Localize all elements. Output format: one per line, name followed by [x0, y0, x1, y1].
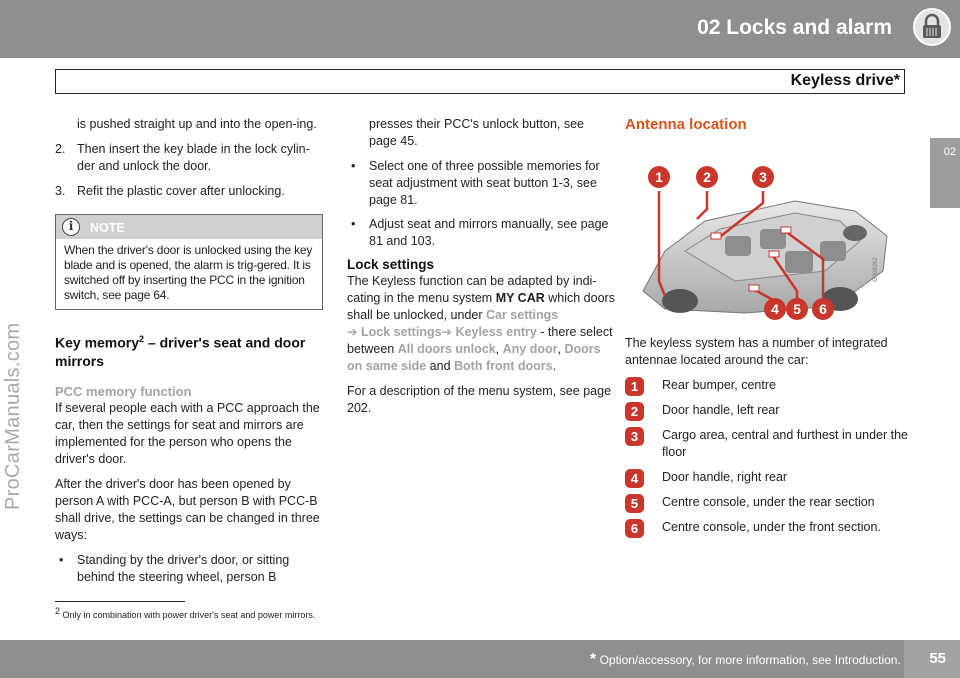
number-badge: 6 — [625, 519, 644, 538]
menu-car-settings: Car settings — [485, 308, 559, 322]
antenna-marker-6: 6 — [812, 298, 834, 320]
info-icon: i — [62, 218, 80, 236]
column-left — [55, 116, 323, 593]
figure-code: G008262 — [873, 257, 880, 282]
step-3 — [55, 183, 323, 200]
bullet-item — [347, 158, 615, 209]
text-run: . — [552, 359, 557, 373]
footer-text — [590, 651, 901, 669]
option-doors-same-side: Doors on same side — [347, 342, 601, 373]
chapter-icon-box — [902, 0, 960, 58]
list-item-text: Centre console, under the front section. — [662, 520, 881, 534]
list-item-text: Door handle, right rear — [662, 470, 788, 484]
list-item-text: Centre console, under the rear section — [662, 495, 875, 509]
car-antenna-figure — [625, 141, 895, 321]
list-item — [625, 494, 910, 511]
bullet-dot: • — [351, 217, 356, 231]
footnote-text: Only in combination with power driver's seat and power mirrors. — [62, 610, 316, 620]
text-run: which doors shall be unlocked, under — [347, 291, 615, 322]
bullet-text: Standing by the driver's door, or sitting behind the steering wheel, person B — [77, 552, 290, 584]
bullet-continuation: presses their PCC's unlock button, see page 45. — [369, 117, 584, 148]
bullet-text: Select one of three possible memories for seat adjustment with seat button 1-3, see page 81. — [369, 159, 600, 207]
menu-keyless-entry: Keyless entry — [455, 325, 537, 339]
list-item — [625, 377, 910, 394]
list-item — [625, 469, 910, 486]
text-run: , — [495, 342, 503, 356]
text-run: - there select between — [347, 325, 613, 356]
bullet-item — [55, 552, 323, 586]
key-memory-heading-text: Key memory — [55, 334, 140, 351]
number-badge: 2 — [625, 402, 644, 421]
antenna-marker-1: 1 — [648, 166, 670, 188]
watermark: ProCarManuals.com — [2, 322, 24, 510]
chapter-title: 02 Locks and alarm — [697, 16, 892, 39]
note-body: When the driver's door is unlocked using the key blade and is opened, the alarm is trig-gered. It is switched off by inserting the PCC in the ignition switch, see page 64. — [64, 243, 313, 302]
bullet-text: Adjust seat and mirrors manually, see page 81 and 103. — [369, 217, 609, 248]
bullet-dot: • — [59, 552, 64, 567]
footnote-mark: 2 — [55, 606, 61, 616]
padlock-icon — [913, 8, 951, 46]
bullet-dot: • — [351, 159, 356, 173]
arrow-icon: ➔ — [441, 325, 453, 339]
step-number: 3. — [55, 184, 66, 198]
page-number: 55 — [929, 650, 946, 667]
section-title-frame — [55, 69, 905, 94]
key-memory-heading — [55, 330, 323, 370]
footnote-ref: 2 — [139, 334, 145, 344]
note-box — [55, 214, 323, 310]
chapter-side-tab-label: 02 — [943, 146, 956, 158]
list-item — [625, 402, 910, 419]
list-item-text: Rear bumper, centre — [662, 378, 776, 392]
list-item — [625, 427, 910, 461]
column-middle — [347, 116, 615, 425]
step-number: 2. — [55, 142, 66, 156]
antenna-marker-2: 2 — [696, 166, 718, 188]
pcc-memory-text: If several people each with a PCC approach the car, then the settings for seat and mirrors are implemented for the person who opens the driver's door. — [55, 400, 320, 466]
option-all-doors-unlock: All doors unlock — [397, 342, 496, 356]
settings-change-text: After the driver's door has been opened by person A with PCC-A, but person B with PCC-B shall drive, the settings can be changed in three ways: — [55, 476, 320, 542]
note-title: NOTE — [90, 221, 125, 235]
number-badge: 4 — [625, 469, 644, 488]
number-badge: 1 — [625, 377, 644, 396]
number-badge: 5 — [625, 494, 644, 513]
key-memory-heading-rest: – driver's seat and door mirrors — [55, 334, 306, 369]
footer-note: Option/accessory, for more information, see Introduction. — [596, 653, 901, 667]
footnote-rule — [55, 601, 185, 602]
menu-lock-settings: Lock settings — [360, 325, 442, 339]
bullet-item — [347, 216, 615, 250]
step-text: Then insert the key blade in the lock cylin-der and unlock the door. — [77, 142, 310, 173]
number-badge: 3 — [625, 427, 644, 446]
antenna-marker-5: 5 — [786, 298, 808, 320]
menu-description-text: For a description of the menu system, see page 202. — [347, 384, 612, 415]
footnote — [55, 606, 315, 620]
step-text: Refit the plastic cover after unlocking. — [77, 184, 285, 198]
pcc-memory-heading: PCC memory function — [55, 383, 192, 399]
text-run: and — [426, 359, 455, 373]
antenna-location-heading: Antenna location — [625, 116, 747, 133]
asterisk: * — [590, 651, 597, 668]
section-title: Keyless drive* — [790, 72, 900, 89]
list-item — [625, 519, 910, 536]
option-both-front-doors: Both front doors — [454, 359, 553, 373]
arrow-icon: ➔ — [347, 325, 358, 339]
lock-settings-heading: Lock settings — [347, 257, 435, 272]
antenna-list — [625, 377, 910, 536]
antenna-intro: The keyless system has a number of integrated antennae located around the car: — [625, 336, 888, 367]
antenna-marker-4: 4 — [764, 298, 786, 320]
option-any-door: Any door — [502, 342, 558, 356]
step-2 — [55, 141, 323, 175]
text-run: The Keyless function can be adapted by indi-cating in the menu system — [347, 274, 597, 305]
lock-settings-text — [347, 273, 615, 375]
text-run: , — [557, 342, 561, 356]
column-right — [625, 116, 910, 544]
step-continuation: is pushed straight up and into the open-ing. — [77, 117, 317, 131]
list-item-text: Cargo area, central and furthest in under the floor — [662, 428, 908, 459]
menu-my-car: MY CAR — [495, 291, 545, 305]
antenna-marker-3: 3 — [752, 166, 774, 188]
list-item-text: Door handle, left rear — [662, 403, 780, 417]
note-header — [56, 215, 322, 239]
